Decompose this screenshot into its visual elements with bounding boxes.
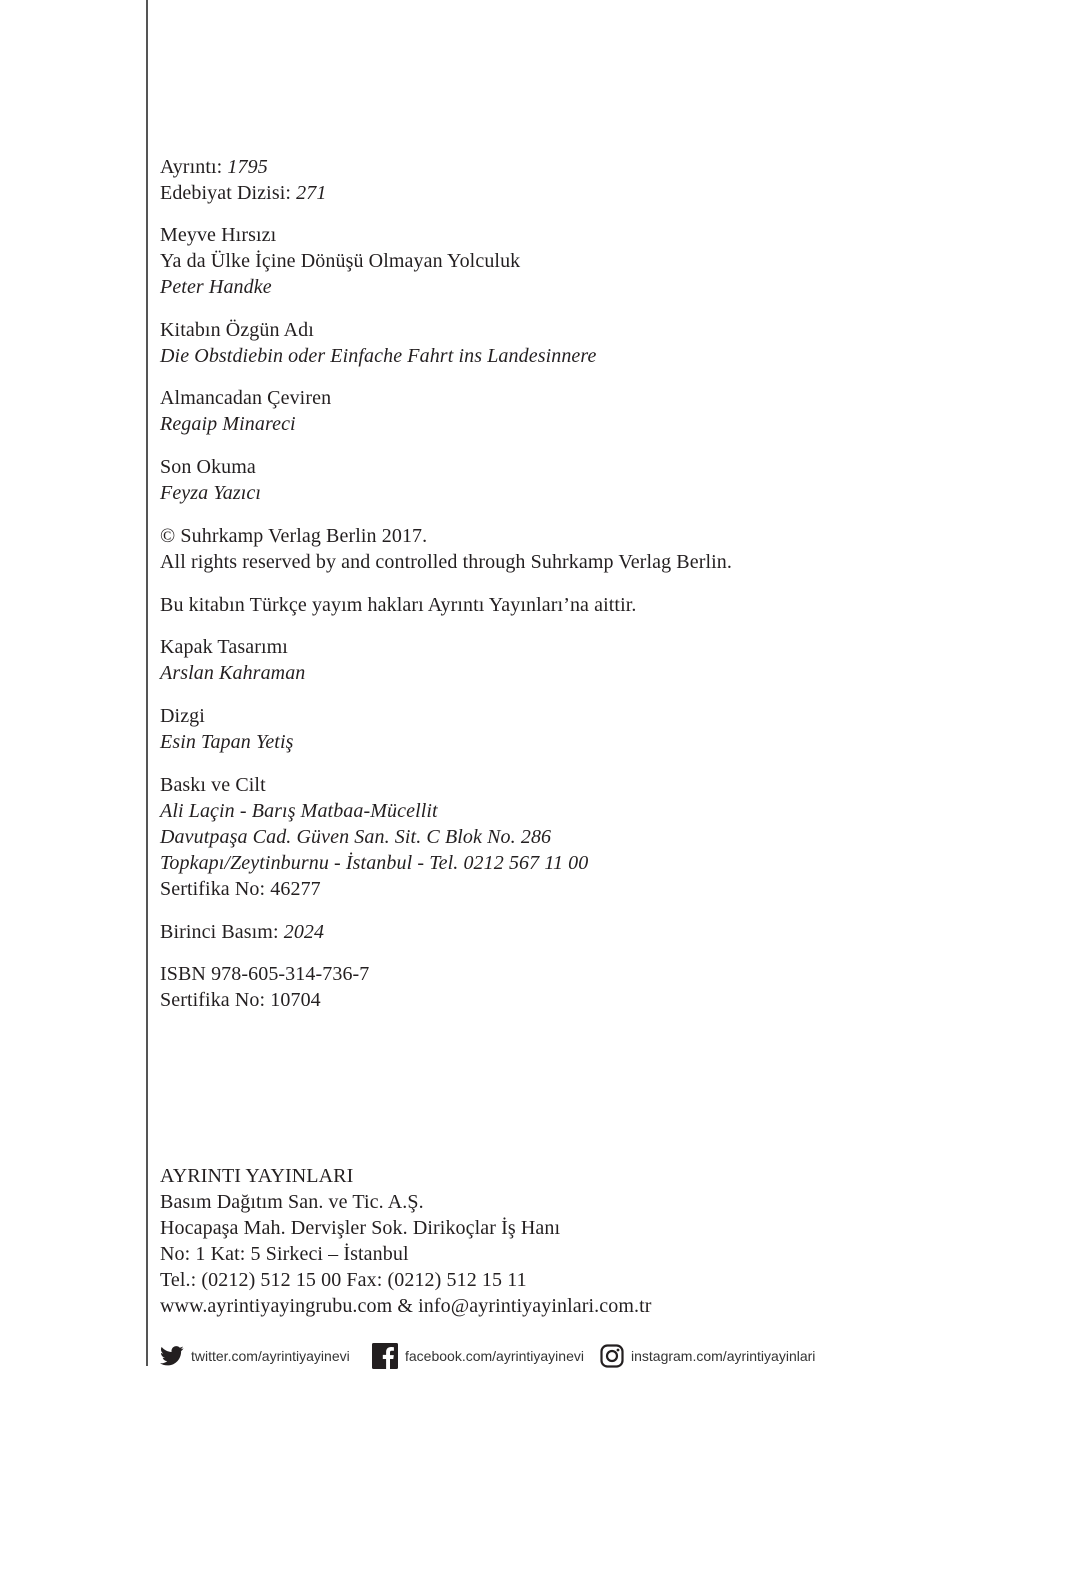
publisher-address-city: No: 1 Kat: 5 Sirkeci – İstanbul: [160, 1243, 409, 1265]
series-label: Ayrıntı:: [160, 156, 228, 178]
publisher-name: AYRINTI YAYINLARI: [160, 1165, 354, 1187]
translator-block: [160, 385, 1020, 437]
publisher-web[interactable]: www.ayrintiyayingrubu.com & info@ayrintiyayinlari.com.tr: [160, 1295, 652, 1317]
printing-company: Ali Laçin - Barış Matbaa-Mücellit: [160, 800, 438, 822]
publisher-phone: Tel.: (0212) 512 15 00 Fax: (0212) 512 15 11: [160, 1269, 527, 1291]
book-author: Peter Handke: [160, 276, 272, 298]
printing-certificate: Sertifika No: 46277: [160, 878, 321, 900]
margin-rule: [146, 0, 148, 1366]
printing-address: Davutpaşa Cad. Güven San. Sit. C Blok No. 286: [160, 826, 552, 848]
subseries-line: [160, 180, 1020, 206]
cover-design-value: Arslan Kahraman: [160, 662, 306, 684]
subseries-number: 271: [296, 182, 327, 204]
instagram-link-text: instagram.com/ayrintiyayinlari: [631, 1348, 816, 1364]
original-title-value: Die Obstdiebin oder Einfache Fahrt ins Landesinnere: [160, 345, 597, 367]
first-edition-line: [160, 919, 1020, 945]
book-title: Meyve Hırsızı: [160, 224, 277, 246]
instagram-icon: [600, 1344, 624, 1368]
printing-label: Baskı ve Cilt: [160, 774, 266, 796]
original-title-block: [160, 317, 1020, 369]
certificate: Sertifika No: 10704: [160, 989, 321, 1011]
first-edition-block: [160, 919, 1020, 945]
instagram-link[interactable]: [600, 1342, 815, 1370]
isbn: ISBN 978-605-314-736-7: [160, 963, 370, 985]
cover-design-label: Kapak Tasarımı: [160, 636, 288, 658]
twitter-icon: [160, 1345, 184, 1367]
publisher-block: [160, 1163, 1020, 1319]
original-title-label: Kitabın Özgün Adı: [160, 319, 314, 341]
first-edition-year: 2024: [283, 921, 325, 943]
copyright-block: [160, 523, 1020, 575]
twitter-link-text: twitter.com/ayrintiyayinevi: [191, 1348, 350, 1364]
first-edition-label: Birinci Basım:: [160, 921, 284, 943]
publisher-company: Basım Dağıtım San. ve Tic. A.Ş.: [160, 1191, 424, 1213]
series-number: 1795: [227, 156, 268, 178]
book-subtitle: Ya da Ülke İçine Dönüşü Olmayan Yolculuk: [160, 250, 521, 272]
typesetting-block: [160, 703, 1020, 755]
proofreading-block: [160, 454, 1020, 506]
facebook-link[interactable]: [372, 1342, 584, 1370]
proofreading-value: Feyza Yazıcı: [160, 482, 262, 504]
publisher-address: Hocapaşa Mah. Dervişler Sok. Dirikoçlar İş Hanı: [160, 1217, 561, 1239]
rights-reserved-line: All rights reserved by and controlled through Suhrkamp Verlag Berlin.: [160, 551, 732, 573]
printing-city-phone: Topkapı/Zeytinburnu - İstanbul - Tel. 0212 567 11 00: [160, 852, 589, 874]
translator-value: Regaip Minareci: [160, 413, 296, 435]
facebook-icon: [372, 1343, 398, 1369]
rights-block: [160, 592, 1020, 618]
typesetting-label: Dizgi: [160, 705, 205, 727]
book-block: [160, 222, 1020, 300]
series-block: [160, 154, 1020, 206]
isbn-block: [160, 961, 1020, 1013]
cover-design-block: [160, 634, 1020, 686]
proofreading-label: Son Okuma: [160, 456, 256, 478]
translator-label: Almancadan Çeviren: [160, 387, 332, 409]
series-line: [160, 154, 1020, 180]
rights-statement: Bu kitabın Türkçe yayım hakları Ayrıntı Yayınları’na aittir.: [160, 594, 637, 616]
subseries-label: Edebiyat Dizisi:: [160, 182, 297, 204]
typesetting-value: Esin Tapan Yetiş: [160, 731, 294, 753]
copyright-line: © Suhrkamp Verlag Berlin 2017.: [160, 525, 428, 547]
twitter-link[interactable]: [160, 1342, 350, 1370]
social-links: [160, 1342, 1020, 1372]
printing-block: [160, 772, 1020, 902]
facebook-link-text: facebook.com/ayrintiyayinevi: [405, 1348, 584, 1364]
